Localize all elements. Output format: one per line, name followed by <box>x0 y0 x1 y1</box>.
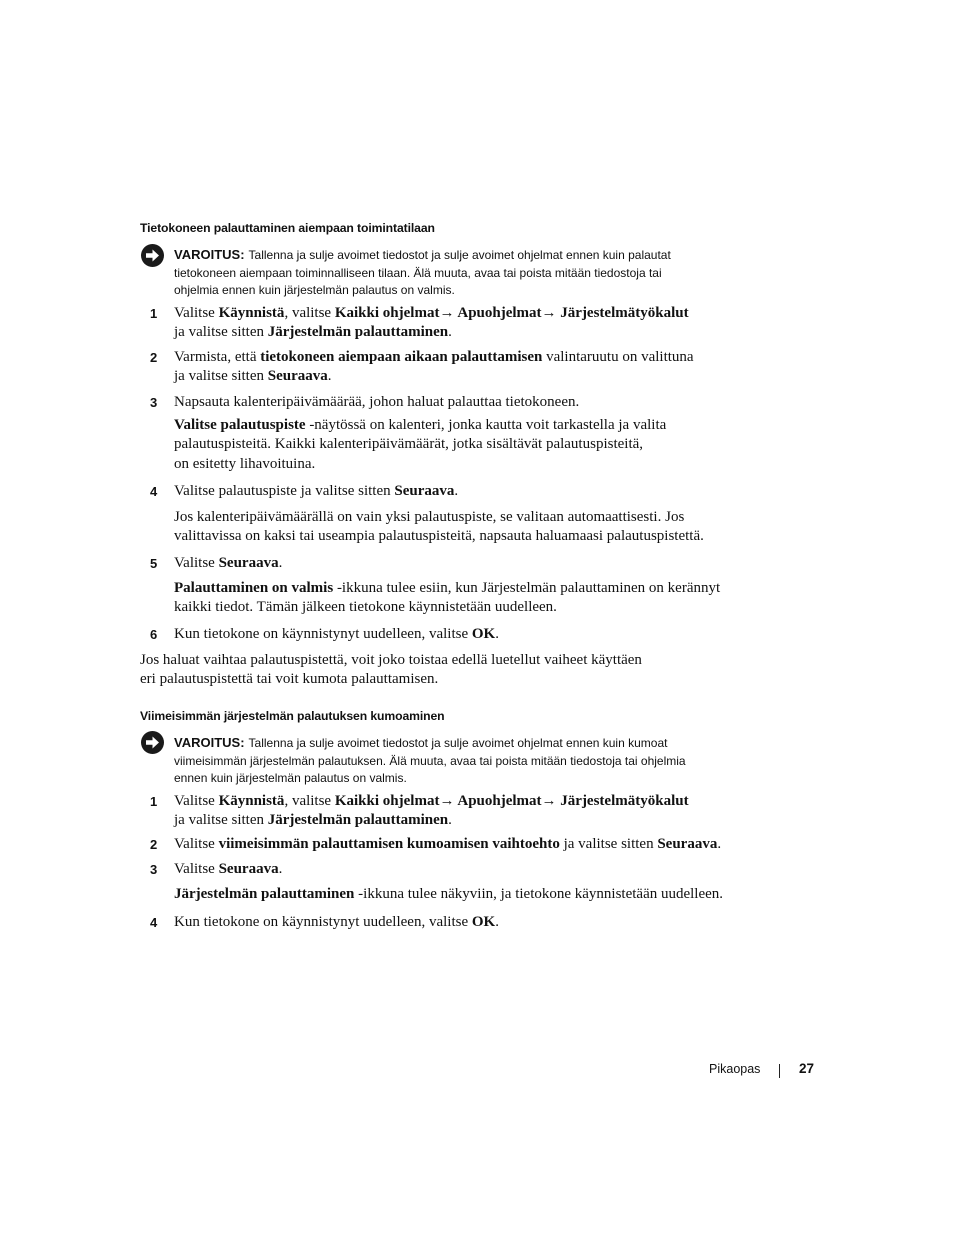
warning-arrow-icon <box>140 243 165 268</box>
paragraph: Jos haluat vaihtaa palautuspistettä, voit joko toistaa edellä luetellut vaiheet käyttäen eri palautuspistettä tai voit kumota palauttamisen. <box>140 652 642 688</box>
step-subtext: Jos kalenteripäivämäärällä on vain yksi palautuspiste, se valitaan automaattisesti. Jos valittavissa on kaksi tai useampia palautuspisteitä, napsauta haluamaasi palautuspistettä. <box>174 509 704 545</box>
warning-text-line: Tallenna ja sulje avoimet tiedostot ja sulje avoimet ohjelmat ennen kuin kumoat <box>248 736 668 750</box>
step-text: Valitse palautuspiste ja valitse sitten Seuraava. <box>174 483 459 499</box>
step-text: Valitse Käynnistä, valitse Kaikki ohjelmat→ Apuohjelmat→ Järjestelmätyökalut ja valitse sitten Järjestelmän palauttaminen. <box>174 305 689 341</box>
step-text: Kun tietokone on käynnistynyt uudelleen, valitse OK. <box>174 914 499 930</box>
arrow-icon: → <box>439 793 455 809</box>
step-text: Kun tietokone on käynnistynyt uudelleen, valitse OK. <box>174 626 499 642</box>
step-number: 3 <box>150 395 158 410</box>
section-heading-restore: Tietokoneen palauttaminen aiempaan toimintatilaan <box>140 221 435 235</box>
step-number: 5 <box>150 556 158 571</box>
warning-text-line: viimeisimmän järjestelmän palautuksen. Älä muuta, avaa tai poista mitään tiedostoja tai ohjelmia <box>174 753 686 768</box>
warning-label: VAROITUS: <box>174 735 245 750</box>
warning-arrow-icon <box>140 730 165 755</box>
step-text: Valitse Seuraava. <box>174 861 283 877</box>
step-number: 3 <box>150 862 158 877</box>
step-number: 2 <box>150 837 158 852</box>
step-text: Valitse viimeisimmän palauttamisen kumoamisen vaihtoehto ja valitse sitten Seuraava. <box>174 836 722 852</box>
warning-text-line: ennen kuin järjestelmän palautus on valmis. <box>174 771 407 785</box>
section-heading-undo: Viimeisimmän järjestelmän palautuksen kumoaminen <box>140 709 445 723</box>
arrow-icon: → <box>541 793 557 809</box>
warning-text-line: ohjelmia ennen kuin järjestelmän palautus on valmis. <box>174 283 455 297</box>
step-number: 6 <box>150 627 158 642</box>
arrow-icon: → <box>541 305 557 321</box>
step-subtext: Palauttaminen on valmis -ikkuna tulee esiin, kun Järjestelmän palauttaminen on kerännyt kaikki tiedot. Tämän jälkeen tietokone käynnistetään uudelleen. <box>174 580 721 616</box>
warning-box-restore <box>174 246 744 300</box>
step-subtext: Valitse palautuspiste -näytössä on kalenteri, jonka kautta voit tarkastella ja valita palautuspisteitä. Kaikki kalenteripäivämäärät, jotka sisältävät palautuspisteitä, on esitetty lihavoituina. <box>174 417 667 472</box>
step-number: 4 <box>150 484 158 499</box>
step-text: Napsauta kalenteripäivämäärää, johon haluat palauttaa tietokoneen. <box>174 394 580 410</box>
arrow-icon: → <box>439 305 455 321</box>
warning-text-line: tietokoneen aiempaan toiminnalliseen tilaan. Älä muuta, avaa tai poista mitään tiedostoja tai <box>174 265 662 280</box>
step-number: 1 <box>150 794 158 809</box>
footer-title: Pikaopas <box>709 1062 761 1076</box>
step-number: 4 <box>150 915 158 930</box>
step-text: Valitse Seuraava. <box>174 555 283 571</box>
step-text: Varmista, että tietokoneen aiempaan aikaan palauttamisen valintaruutu on valittuna ja valitse sitten Seuraava. <box>174 349 694 385</box>
step-subtext: Järjestelmän palauttaminen -ikkuna tulee näkyviin, ja tietokone käynnistetään uudelleen. <box>174 886 724 902</box>
warning-label: VAROITUS: <box>174 247 245 262</box>
footer-divider <box>779 1064 780 1078</box>
step-text: Valitse Käynnistä, valitse Kaikki ohjelmat→ Apuohjelmat→ Järjestelmätyökalut ja valitse sitten Järjestelmän palauttaminen. <box>174 793 689 829</box>
step-number: 1 <box>150 306 158 321</box>
warning-box-undo <box>174 734 744 788</box>
warning-text-line: Tallenna ja sulje avoimet tiedostot ja sulje avoimet ohjelmat ennen kuin palautat <box>248 248 671 262</box>
page-number: 27 <box>799 1061 815 1076</box>
step-number: 2 <box>150 350 158 365</box>
